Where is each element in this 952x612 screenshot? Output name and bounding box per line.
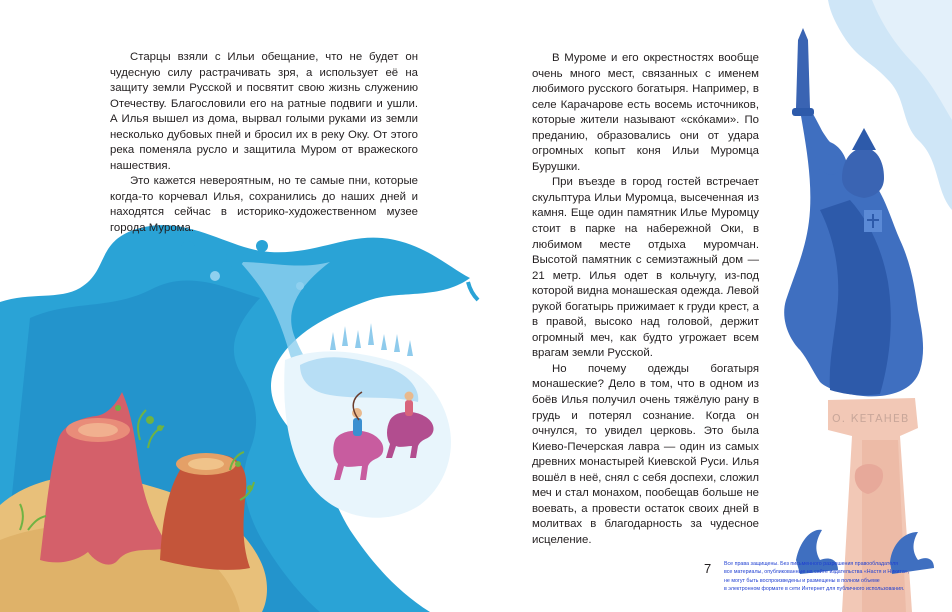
- copyright-line: в электронном формате в сети Интернет для публичного использования.: [724, 586, 905, 593]
- right-paragraph: В Муроме и его окрестностях вообще очень много мест, связанных с именем любимого русского богатыря. Например, в селе Карачарове есть восемь источников, которые жители называют «ско́ками». По преданию, образовались они от удара огромных копыт коня Ильи Муромца Бурушки.: [532, 52, 759, 173]
- left-paragraph: Это кажется невероятным, но те самые пни, которые когда-то корчевал Илья, сохранились до наших дней и находятся сейчас в историко-художественном музее города Мурома.: [110, 175, 418, 235]
- copyright-line: Все права защищены. Без письменного разрешения правообладателя: [724, 561, 899, 567]
- right-paragraph: При въезде в город гостей встречает скульптура Ильи Муромца, высеченная из камня. Еще один памятник Илье Муромцу стоит в парке на набережной Оки, в любимом месте отдыха муромчан. Высотой памятник с семиэтажный дом — 21 метр. Илья одет в кольчугу, из-под которой видна монашеская одежда. Левой рукой богатырь прижимает к груди крест, а в правой, высоко над головой, держит огромный меч, как будто угрожает всем врагам земли Русской.: [532, 176, 759, 360]
- right-paragraph: Но почему одежды богатыря монашеские? Дело в том, что в одном из боёв Илья получил очень тяжёлую рану в грудь и потерял сознание. Когда он очнулся, то увидел церковь. Это была Киево-Печерская лавра — один из самых древних монастырей Киевской Руси. Илья вошёл в неё, снял с себя доспехи, сложил меч и стал монахом, пообещав больше не воевать, а провести остаток своих дней в молитвах в благодарность за чудесное исцеление.: [532, 362, 759, 546]
- copyright-line: все материалы, опубликованные на сайте издательства «Настя и Никита»,: [724, 569, 910, 576]
- left-paragraph: Старцы взяли с Ильи обещание, что не будет он чудесную силу растрачивать зря, а использует её на защиту земли Русской и посвятит свою жизнь служению Отечеству. Благословили его на ратные подвиги и ушли. А Илья вышел из дома, вырвал голыми руками из земли несколько дубовых пней и бросил их в реку Оку. От этого река поменяла русло и защитила Муром от вражеского нашествия.: [110, 51, 418, 172]
- plinth-inscription: О. КЕТАНЕВ: [832, 412, 910, 425]
- left-page-text: [110, 50, 418, 237]
- page-number: 7: [704, 561, 712, 576]
- right-page-text: [532, 51, 759, 549]
- copyright-notice: [724, 560, 946, 594]
- copyright-line: не могут быть воспроизведены и размещены в полном объеме: [724, 577, 880, 584]
